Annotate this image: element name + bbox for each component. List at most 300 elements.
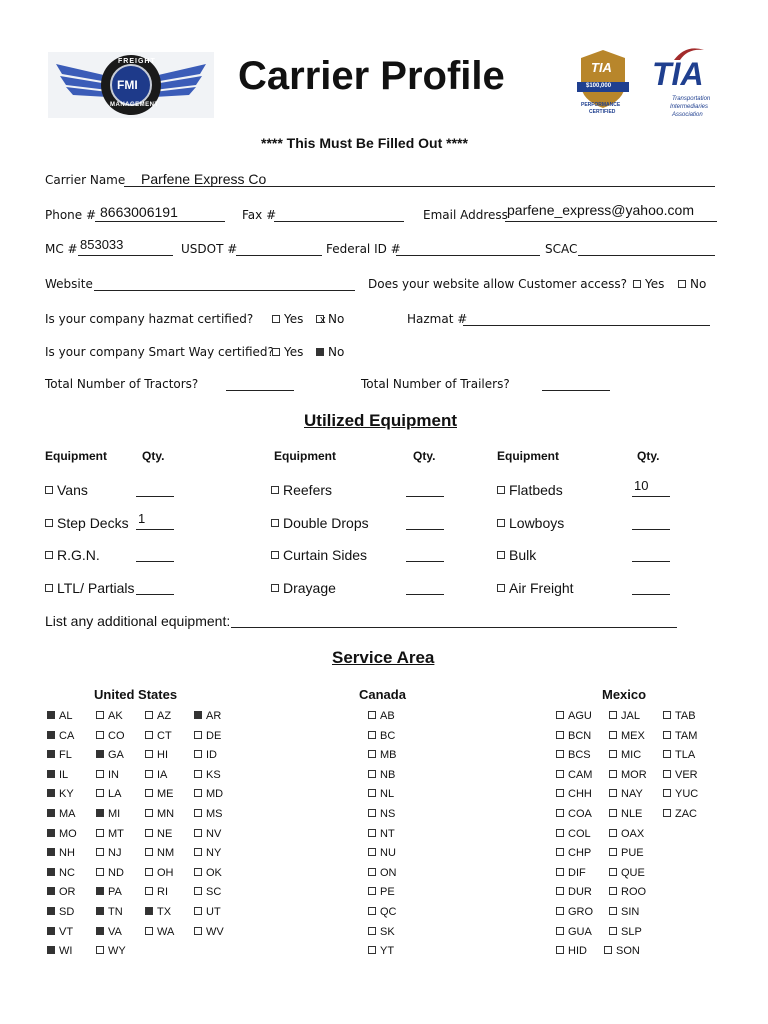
checkbox-icon [368,887,376,895]
mexico-zac-checkbox[interactable] [663,808,697,820]
region-code-label: MT [108,827,124,840]
region-code-label: MA [59,808,76,820]
region-code-label: GRO [568,906,594,918]
hazmat-yes[interactable]: Yes [272,312,303,326]
canada-mb-checkbox[interactable] [368,749,397,761]
us-ga-checkbox[interactable] [96,749,124,761]
checkbox-icon [271,486,279,494]
checkbox-icon [194,789,202,797]
mexico-hid-checkbox[interactable] [556,945,587,957]
mexico-chh-checkbox[interactable] [556,788,592,800]
mexico-coa-checkbox[interactable] [556,808,592,820]
region-code-label: TAM [675,729,698,742]
mexico-bcs-checkbox[interactable] [556,749,591,761]
checkbox-icon [497,551,505,559]
checkbox-icon [556,946,564,954]
checkbox-icon [556,829,564,837]
additional-equipment-label: List any additional equipment: [45,613,231,629]
region-code-label: SC [206,886,222,899]
checkbox-icon [368,711,376,719]
equipment-qty-value: 10 [634,478,649,493]
checkbox-icon [145,770,153,778]
canada-qc-checkbox[interactable] [368,906,397,918]
us-wv-checkbox[interactable] [194,926,224,938]
checked-checkbox-icon [47,829,55,837]
checked-checkbox-icon [96,907,104,915]
region-code-label: DIF [568,866,586,879]
mexico-que-checkbox[interactable] [609,867,645,879]
equipment-double-drops[interactable] [271,515,369,531]
region-code-label: MS [206,808,223,820]
website-label: Website [45,277,93,291]
canada-nt-checkbox[interactable] [368,828,395,840]
mexico-roo-checkbox[interactable] [609,886,646,898]
checkbox-icon [368,868,376,876]
us-la-checkbox[interactable] [96,788,121,800]
us-tx-checkbox[interactable] [145,906,171,918]
us-pa-checkbox[interactable] [96,886,122,898]
hazmat-no[interactable]: No [316,312,344,326]
us-mo-checkbox[interactable] [47,828,77,840]
us-sc-checkbox[interactable] [194,886,221,898]
checkbox-icon [45,551,53,559]
region-code-label: LA [108,788,122,801]
checked-checkbox-icon [96,887,104,895]
region-code-label: KY [59,788,74,801]
checkbox-icon [96,711,104,719]
checkbox-icon [556,789,564,797]
canada-bc-checkbox[interactable] [368,730,395,742]
equipment-header-1: Equipment [45,449,107,463]
fmi-logo-top-text: FREIGHT [118,58,156,65]
us-nv-checkbox[interactable] [194,828,221,840]
us-ma-checkbox[interactable] [47,808,76,820]
checked-checkbox-icon [47,868,55,876]
equipment-qty-field[interactable] [406,594,444,595]
us-ut-checkbox[interactable] [194,906,221,918]
checkbox-icon [368,770,376,778]
checkbox-icon [368,731,376,739]
mexico-yuc-checkbox[interactable] [663,788,698,800]
checkbox-icon [96,868,104,876]
mexico-dur-checkbox[interactable] [556,886,592,898]
service-area-title: Service Area [332,648,435,667]
trailers-field[interactable] [542,390,610,391]
us-ks-checkbox[interactable] [194,769,221,781]
equipment-bulk[interactable] [497,547,536,563]
usdot-field[interactable] [236,255,322,256]
phone-field[interactable] [95,221,225,222]
us-az-checkbox[interactable] [145,710,171,722]
checkbox-icon [96,946,104,954]
region-code-label: SON [616,945,640,958]
us-me-checkbox[interactable] [145,788,174,800]
region-code-label: MOR [621,768,647,781]
tia-transportation-text: Transportation [672,96,711,102]
equipment-label: Flatbeds [509,482,563,498]
region-code-label: YUC [675,788,699,801]
us-ky-checkbox[interactable] [47,788,74,800]
checkbox-icon [633,280,641,288]
mexico-mex-checkbox[interactable] [609,730,645,742]
checkbox-icon [556,927,564,935]
mexico-tab-checkbox[interactable] [663,710,696,722]
region-code-label: YT [380,945,395,958]
canada-yt-checkbox[interactable] [368,945,394,957]
equipment-vans[interactable] [45,482,88,498]
equipment-header-3: Equipment [497,449,559,463]
website-access-no[interactable]: No [678,277,706,291]
usdot-label: USDOT # [181,242,238,256]
us-md-checkbox[interactable] [194,788,223,800]
us-wa-checkbox[interactable] [145,926,174,938]
region-code-label: CT [157,729,172,742]
region-code-label: WA [157,925,175,938]
us-header: United States [94,687,178,702]
checked-checkbox-icon [47,731,55,739]
checkbox-icon [368,750,376,758]
checkbox-icon [556,750,564,758]
website-access-yes[interactable]: Yes [633,277,664,291]
checked-checkbox-icon [194,711,202,719]
mexico-tla-checkbox[interactable] [663,749,695,761]
us-co-checkbox[interactable] [96,730,125,742]
tia-association-text: Association [672,112,703,118]
equipment-qty-field[interactable] [136,561,174,562]
mexico-pue-checkbox[interactable] [609,847,644,859]
checkbox-icon [497,519,505,527]
checkbox-icon [663,789,671,797]
checkbox-icon [96,829,104,837]
scac-field[interactable] [578,255,715,256]
region-code-label: OAX [621,827,645,840]
us-ri-checkbox[interactable] [145,886,168,898]
mexico-slp-checkbox[interactable] [609,926,642,938]
us-il-checkbox[interactable] [47,769,68,781]
region-code-label: NM [157,847,175,860]
region-code-label: AK [108,710,123,722]
checkbox-icon [497,486,505,494]
us-va-checkbox[interactable] [96,926,122,938]
canada-sk-checkbox[interactable] [368,926,395,938]
checkbox-icon [145,848,153,856]
region-code-label: AB [380,710,395,722]
us-sd-checkbox[interactable] [47,906,74,918]
mexico-nle-checkbox[interactable] [609,808,642,820]
checkbox-icon [556,868,564,876]
equipment-drayage[interactable] [271,580,336,596]
equipment-qty-field[interactable] [136,496,174,497]
canada-on-checkbox[interactable] [368,867,397,879]
region-code-label: COA [568,808,592,820]
us-nd-checkbox[interactable] [96,867,124,879]
carrier-name-value: Parfene Express Co [141,171,267,187]
checkbox-icon [556,848,564,856]
region-code-label: SIN [621,906,640,918]
region-code-label: MN [157,808,175,820]
hazmat-question: Is your company hazmat certified? [45,312,254,326]
canada-nl-checkbox[interactable] [368,788,394,800]
badge-amount-text: $100,000 [586,83,612,89]
mexico-mor-checkbox[interactable] [609,769,647,781]
region-code-label: JAL [621,710,640,722]
us-vt-checkbox[interactable] [47,926,73,938]
us-oh-checkbox[interactable] [145,867,174,879]
checkbox-icon [145,750,153,758]
checkbox-icon [145,829,153,837]
mexico-chp-checkbox[interactable] [556,847,591,859]
canada-nu-checkbox[interactable] [368,847,396,859]
region-code-label: CHP [568,847,592,860]
equipment-qty-field[interactable] [136,594,174,595]
equipment-qty-field[interactable] [406,496,444,497]
us-tn-checkbox[interactable] [96,906,123,918]
us-hi-checkbox[interactable] [145,749,168,761]
canada-ns-checkbox[interactable] [368,808,395,820]
equipment-label: Bulk [509,547,537,563]
mexico-oax-checkbox[interactable] [609,828,644,840]
checkbox-icon [194,848,202,856]
region-code-label: PUE [621,847,644,860]
canada-pe-checkbox[interactable] [368,886,395,898]
region-code-label: MO [59,827,77,840]
mexico-agu-checkbox[interactable] [556,710,592,722]
us-ok-checkbox[interactable] [194,867,222,879]
region-code-label: KS [206,768,221,781]
checkbox-icon [271,519,279,527]
us-ia-checkbox[interactable] [145,769,167,781]
region-code-label: NJ [108,847,122,860]
checkbox-icon [556,809,564,817]
checkbox-icon [609,868,617,876]
canada-ab-checkbox[interactable] [368,710,395,722]
mexico-dif-checkbox[interactable] [556,867,586,879]
checkbox-icon [45,519,53,527]
equipment-air-freight[interactable] [497,580,574,596]
equipment-reefers[interactable] [271,482,332,498]
mexico-nay-checkbox[interactable] [609,788,643,800]
additional-equipment-field[interactable] [231,627,677,628]
us-al-checkbox[interactable] [47,710,72,722]
region-code-label: VT [59,925,74,938]
region-code-label: VER [675,768,698,781]
checkbox-icon [272,348,280,356]
equipment-section-title: Utilized Equipment [304,411,457,430]
checked-checkbox-icon [47,907,55,915]
us-ny-checkbox[interactable] [194,847,221,859]
mexico-tam-checkbox[interactable] [663,730,697,742]
qty-header-1: Qty. [142,449,165,463]
equipment-curtain-sides[interactable] [271,547,367,563]
region-code-label: AZ [157,710,172,722]
region-code-label: BC [380,729,396,742]
checked-checkbox-icon [96,750,104,758]
scac-label: SCAC [545,242,578,256]
mexico-son-checkbox[interactable] [604,945,640,957]
region-code-label: NH [59,847,75,860]
checkbox-icon [145,868,153,876]
tia-logo [652,44,724,120]
equipment-qty-field[interactable] [632,594,670,595]
us-fl-checkbox[interactable] [47,749,72,761]
mexico-header: Mexico [602,687,647,702]
region-code-label: CO [108,729,125,742]
checkbox-icon [194,809,202,817]
region-code-label: VA [108,925,122,938]
us-mt-checkbox[interactable] [96,828,124,840]
region-code-label: BCS [568,749,591,762]
checked-checkbox-icon [47,887,55,895]
equipment-flatbeds[interactable] [497,482,563,498]
checked-checkbox-icon [47,809,55,817]
email-value: parfene_express@yahoo.com [507,202,694,218]
us-mn-checkbox[interactable] [145,808,174,820]
us-or-checkbox[interactable] [47,886,76,898]
region-code-label: ON [380,866,397,879]
checkbox-icon [604,946,612,954]
federal-id-field[interactable] [396,255,540,256]
equipment-lowboys[interactable] [497,515,564,531]
checkbox-icon [272,315,280,323]
checkbox-icon [609,907,617,915]
region-code-label: NU [380,847,396,860]
us-nm-checkbox[interactable] [145,847,174,859]
mexico-sin-checkbox[interactable] [609,906,639,918]
checkbox-icon [194,887,202,895]
equipment-qty-field[interactable] [406,529,444,530]
phone-label: Phone # [45,208,97,222]
checkbox-icon [609,927,617,935]
region-code-label: TN [108,906,123,918]
checked-checkbox-icon [47,770,55,778]
region-code-label: FL [59,749,72,762]
checkbox-icon [556,731,564,739]
region-code-label: COL [568,827,591,840]
equipment-ltl-partials[interactable] [45,580,135,596]
equipment-label: LTL/ Partials [57,580,135,596]
equipment-label: Air Freight [509,580,574,596]
equipment-label: Lowboys [509,515,565,531]
equipment-qty-field[interactable] [136,529,174,530]
us-ms-checkbox[interactable] [194,808,223,820]
us-id-checkbox[interactable] [194,749,217,761]
us-ca-checkbox[interactable] [47,730,74,742]
tia-certified-badge [575,48,631,116]
mc-field[interactable] [78,255,173,256]
checkbox-icon [663,711,671,719]
hazmat-number-field[interactable] [463,325,710,326]
us-ne-checkbox[interactable] [145,828,172,840]
region-code-label: IL [59,768,69,781]
us-nh-checkbox[interactable] [47,847,75,859]
checkbox-icon [678,280,686,288]
checkbox-icon [96,770,104,778]
equipment-qty-field[interactable] [632,561,670,562]
region-code-label: OK [206,866,222,879]
checkbox-icon [145,789,153,797]
region-code-label: SK [380,925,395,938]
us-ak-checkbox[interactable] [96,710,123,722]
checked-checkbox-icon [47,750,55,758]
website-field[interactable] [94,290,355,291]
region-code-label: NV [206,827,222,840]
mc-label: MC # [45,242,78,256]
equipment-qty-field[interactable] [632,496,670,497]
checkbox-icon [609,731,617,739]
us-ar-checkbox[interactable] [194,710,221,722]
checkbox-icon [609,770,617,778]
us-nc-checkbox[interactable] [47,867,75,879]
qty-header-3: Qty. [637,449,660,463]
mexico-gua-checkbox[interactable] [556,926,592,938]
region-code-label: IA [157,768,168,781]
us-nj-checkbox[interactable] [96,847,121,859]
checkbox-icon [194,770,202,778]
tractors-field[interactable] [226,390,294,391]
us-de-checkbox[interactable] [194,730,221,742]
region-code-label: NE [157,827,173,840]
mexico-ver-checkbox[interactable] [663,769,698,781]
region-code-label: GA [108,749,124,762]
equipment-r-g-n[interactable] [45,547,100,563]
region-code-label: NB [380,768,396,781]
smartway-no[interactable]: No [316,345,344,359]
mexico-cam-checkbox[interactable] [556,769,592,781]
checked-checkbox-icon [96,927,104,935]
checkbox-icon [194,927,202,935]
checked-checkbox-icon [47,711,55,719]
region-code-label: WI [59,945,73,958]
region-code-label: MB [380,749,397,762]
fax-label: Fax # [242,208,277,222]
tractors-label: Total Number of Tractors? [45,377,199,391]
mexico-jal-checkbox[interactable] [609,710,640,722]
checkbox-icon [145,731,153,739]
equipment-header-2: Equipment [274,449,336,463]
equipment-step-decks[interactable] [45,515,129,531]
equipment-qty-field[interactable] [632,529,670,530]
region-code-label: DUR [568,886,592,899]
region-code-label: IN [108,768,119,781]
mexico-gro-checkbox[interactable] [556,906,593,918]
checkbox-icon [368,829,376,837]
region-code-label: QC [380,906,397,918]
checkbox-icon [663,750,671,758]
region-code-label: ROO [621,886,647,899]
region-code-label: NY [206,847,222,860]
us-in-checkbox[interactable] [96,769,119,781]
fax-field[interactable] [274,221,404,222]
us-mi-checkbox[interactable] [96,808,120,820]
checkbox-icon [194,868,202,876]
mexico-bcn-checkbox[interactable] [556,730,591,742]
canada-nb-checkbox[interactable] [368,769,395,781]
checked-checkbox-icon [316,348,324,356]
us-wy-checkbox[interactable] [96,945,126,957]
email-field[interactable] [505,221,717,222]
checked-checkbox-icon [47,789,55,797]
checkbox-icon [45,584,53,592]
smartway-yes[interactable]: Yes [272,345,303,359]
qty-header-2: Qty. [413,449,436,463]
us-wi-checkbox[interactable] [47,945,72,957]
mexico-mic-checkbox[interactable] [609,749,641,761]
equipment-qty-field[interactable] [406,561,444,562]
region-code-label: AGU [568,710,592,722]
checkbox-icon [663,770,671,778]
us-ct-checkbox[interactable] [145,730,172,742]
mexico-col-checkbox[interactable] [556,828,591,840]
